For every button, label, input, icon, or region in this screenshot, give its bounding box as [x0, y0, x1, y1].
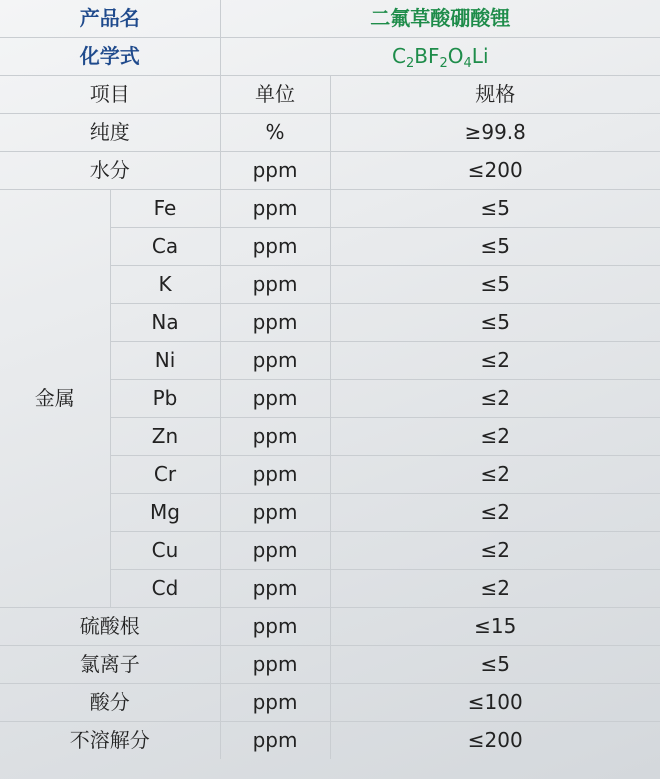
formula-row	[0, 38, 660, 76]
row-spec: ≤200	[330, 722, 660, 760]
row-item: 纯度	[0, 114, 220, 152]
row-unit: ppm	[220, 570, 330, 608]
row-unit: ppm	[220, 380, 330, 418]
row-item: 硫酸根	[0, 608, 220, 646]
row-spec: ≤2	[330, 342, 660, 380]
product-name-value: 二氟草酸硼酸锂	[220, 0, 660, 38]
table-row	[0, 684, 660, 722]
row-spec: ≥99.8	[330, 114, 660, 152]
row-spec: ≤5	[330, 304, 660, 342]
metal-element: Cu	[110, 532, 220, 570]
metals-group-label: 金属	[0, 190, 110, 608]
row-spec: ≤2	[330, 418, 660, 456]
metal-element: Pb	[110, 380, 220, 418]
table-row	[0, 646, 660, 684]
table-row	[0, 190, 660, 228]
row-spec: ≤5	[330, 266, 660, 304]
row-unit: ppm	[220, 608, 330, 646]
row-spec: ≤5	[330, 646, 660, 684]
row-spec: ≤2	[330, 380, 660, 418]
row-spec: ≤2	[330, 494, 660, 532]
metal-element: Ni	[110, 342, 220, 380]
row-unit: ppm	[220, 418, 330, 456]
header-row	[0, 76, 660, 114]
row-unit: ppm	[220, 722, 330, 760]
row-unit: ppm	[220, 456, 330, 494]
table-row	[0, 608, 660, 646]
row-unit: ppm	[220, 228, 330, 266]
row-unit: %	[220, 114, 330, 152]
row-item: 氯离子	[0, 646, 220, 684]
row-spec: ≤15	[330, 608, 660, 646]
table-row	[0, 114, 660, 152]
metal-element: Na	[110, 304, 220, 342]
header-spec: 规格	[330, 76, 660, 114]
metal-element: Fe	[110, 190, 220, 228]
table-row	[0, 152, 660, 190]
row-spec: ≤2	[330, 456, 660, 494]
chemical-formula: $C_2BF_2O_4Li$	[220, 38, 660, 76]
row-item: 酸分	[0, 684, 220, 722]
row-unit: ppm	[220, 152, 330, 190]
row-unit: ppm	[220, 266, 330, 304]
formula-label: 化学式	[0, 38, 220, 76]
metal-element: Ca	[110, 228, 220, 266]
product-name-row	[0, 0, 660, 38]
row-unit: ppm	[220, 342, 330, 380]
product-name-label: 产品名	[0, 0, 220, 38]
metal-element: Cr	[110, 456, 220, 494]
row-spec: ≤100	[330, 684, 660, 722]
row-item: 不溶解分	[0, 722, 220, 760]
row-spec: ≤2	[330, 570, 660, 608]
row-unit: ppm	[220, 190, 330, 228]
row-spec: ≤2	[330, 532, 660, 570]
metal-element: K	[110, 266, 220, 304]
metal-element: Zn	[110, 418, 220, 456]
metal-element: Cd	[110, 570, 220, 608]
row-unit: ppm	[220, 304, 330, 342]
row-spec: ≤5	[330, 190, 660, 228]
row-spec: ≤200	[330, 152, 660, 190]
table-row	[0, 722, 660, 760]
row-unit: ppm	[220, 532, 330, 570]
row-unit: ppm	[220, 494, 330, 532]
row-item: 水分	[0, 152, 220, 190]
header-unit: 单位	[220, 76, 330, 114]
header-item: 项目	[0, 76, 220, 114]
metal-element: Mg	[110, 494, 220, 532]
row-unit: ppm	[220, 646, 330, 684]
row-spec: ≤5	[330, 228, 660, 266]
row-unit: ppm	[220, 684, 330, 722]
